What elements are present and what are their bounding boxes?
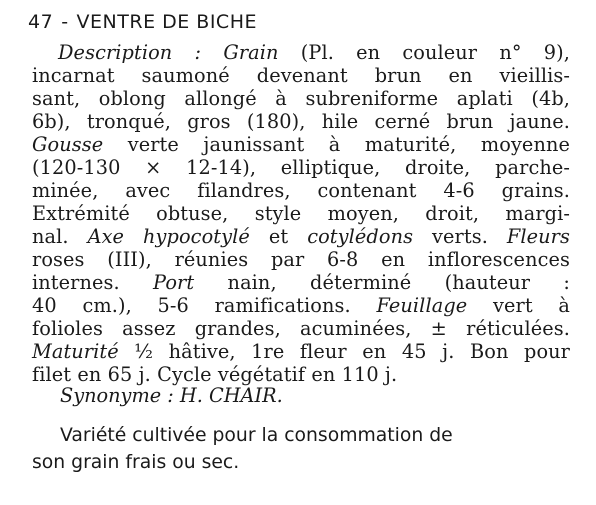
maturite-label: Maturité — [32, 340, 119, 363]
maturite-text: ½ hâtive, 1re fleur en 45 j. Bon pour — [134, 340, 570, 363]
line12-text-a: 40 cm.), 5-6 ramifications. — [32, 294, 351, 317]
gousse-text: verte jaunissant à maturité, moyenne — [127, 133, 570, 156]
synonyme-line — [60, 385, 283, 407]
description-line-8: Extrémité obtuse, style moyen, droit, margi- — [32, 202, 570, 225]
description-line-10: roses (III), réunies par 6-8 en inflorescences — [32, 248, 570, 271]
description-line-1 — [58, 42, 570, 64]
feuillage-label: Feuillage — [376, 294, 468, 317]
description-line-2: incarnat saumoné devenant brun en vieillis- — [32, 64, 570, 87]
port-label: Port — [153, 271, 195, 294]
entry-dash: - — [61, 11, 69, 33]
fleurs-label: Fleurs — [506, 225, 570, 248]
description-line-14 — [32, 341, 570, 363]
line11-text-a: internes. — [32, 271, 120, 294]
line9-text-c: verts. — [432, 225, 488, 248]
axe-hypocotyle-label: Axe hypocotylé — [87, 225, 250, 248]
gousse-label: Gousse — [32, 133, 104, 156]
usage-line-1: Variété cultivée pour la consommation de — [60, 425, 453, 446]
description-line-7: minée, avec filandres, contenant 4-6 grains. — [32, 179, 570, 202]
synonyme-value: H. CHAIR. — [179, 384, 283, 407]
description-line-13: folioles assez grandes, acuminées, ± réticulées. — [32, 317, 570, 340]
description-line-6: (120-130 × 12-14), elliptique, droite, parche- — [32, 156, 570, 179]
entry-title: VENTRE DE BICHE — [76, 11, 257, 33]
description-label: Description : — [58, 41, 202, 64]
entry-number: 47 — [28, 11, 54, 33]
description-line-11 — [32, 272, 570, 294]
line11-text-b: nain, déterminé (hauteur : — [227, 271, 570, 294]
line9-text-a: nal. — [32, 225, 69, 248]
description-line-12 — [32, 295, 570, 317]
line9-text-b: et — [268, 225, 289, 248]
description-line-9 — [32, 226, 570, 248]
description-line-15: filet en 65 j. Cycle végétatif en 110 j. — [32, 363, 398, 386]
grain-plate-ref: (Pl. en couleur n° 9), — [300, 41, 570, 64]
description-line-3: sant, oblong allongé à subreniforme aplati (4b, — [32, 87, 570, 110]
entry-heading — [28, 10, 257, 34]
grain-label: Grain — [223, 41, 279, 64]
line12-text-b: vert à — [493, 294, 571, 317]
cotyledons-label: cotylédons — [307, 225, 414, 248]
description-line-5 — [32, 134, 570, 156]
synonyme-label: Synonyme : — [60, 384, 174, 407]
usage-line-2: son grain frais ou sec. — [32, 452, 240, 473]
description-line-4: 6b), tronqué, gros (180), hile cerné brun jaune. — [32, 110, 570, 133]
